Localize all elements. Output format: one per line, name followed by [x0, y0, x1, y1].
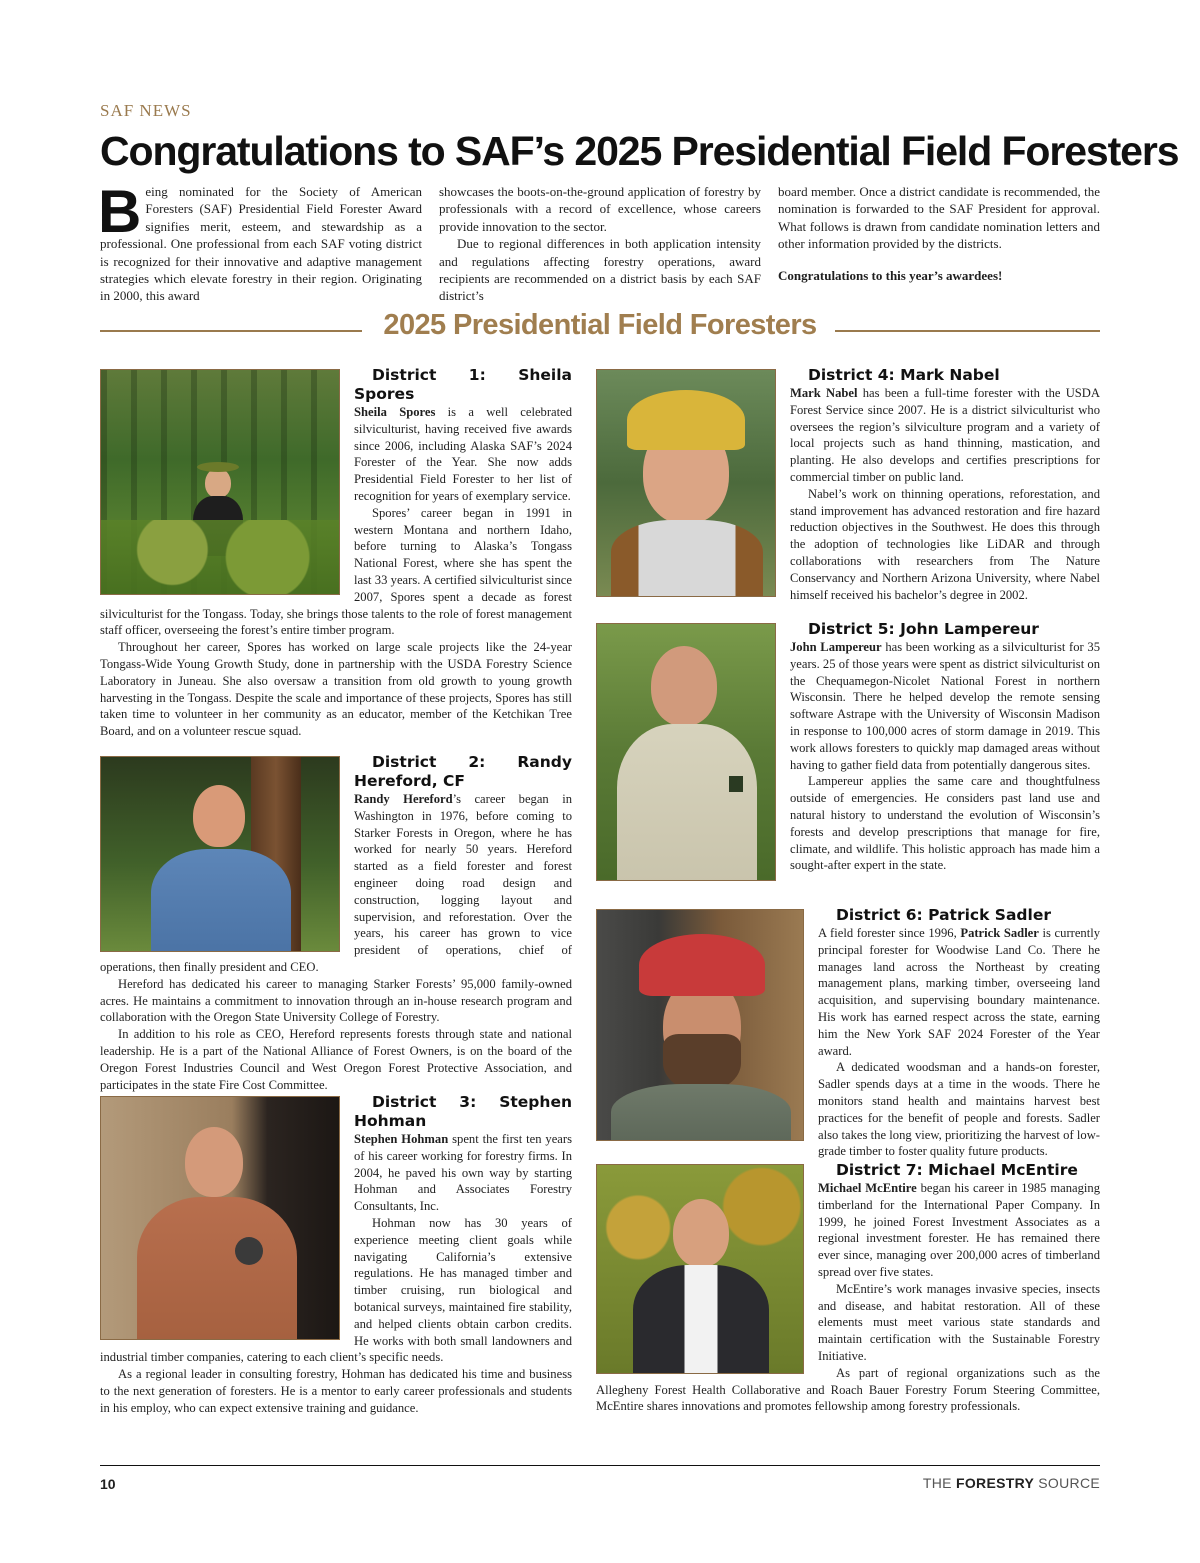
district-1-name: Sheila Spores [354, 405, 436, 419]
district-7-paragraph-1: began his career in 1985 managing timberland for the International Paper Company. In 1999, he joined Forest Investment Associates as a regional investment forester. He has remained there ever since, managing over 200,000 acres of timberland spread over five states. [818, 1181, 1100, 1279]
district-2-paragraph-2: Hereford has dedicated his career to managing Starker Forests’ 95,000 family-owned acres. He maintains a commitment to innovation through an in-house research program and collaboration with the Oregon State University College of Forestry. [100, 976, 572, 1025]
publication-name-pre: THE [922, 1475, 956, 1491]
intro-column-2 [439, 183, 761, 305]
photo-stephen-hohman [100, 1096, 340, 1340]
section-banner [100, 309, 1100, 349]
district-5-paragraph-1: has been working as a silviculturist for 35 years. 25 of those years were spent as district silviculturist on the Chequamegon-Nicolet National Forest in northern Wisconsin. There he helped develop the remote sensing software Astrape with the University of Wisconsin Madison in response to 100,000 acres of storm damage in 2019. This work allows foresters to quickly map damaged areas without having to gather field data from potentially dangerous sites. [790, 640, 1100, 772]
intro-column-1 [98, 178, 422, 305]
profile-district-4 [596, 366, 1100, 603]
profile-district-5 [596, 620, 1100, 885]
profile-district-3 [100, 1093, 572, 1417]
district-3-paragraph-3: As a regional leader in consulting forestry, Hohman has dedicated his time and business to the next generation of foresters. He is a mentor to early career professionals and students in his employ, who can expect extensive training and guidance. [100, 1367, 572, 1415]
publication-name-bold: FORESTRY [956, 1475, 1035, 1491]
district-3-name: Stephen Hohman [354, 1132, 449, 1146]
district-4-name: Mark Nabel [790, 386, 858, 400]
district-4-paragraph-1: has been a full-time forester with the USDA Forest Service since 2007. He is a district silviculturist who oversees the region’s silviculture program and a variety of local projects such as hand thinning, mastication, and planting. He also develops and certifies prescriptions for commercial timber on public land. [790, 386, 1100, 484]
district-6-heading: District 6: Patrick Sadler [836, 906, 1051, 924]
intro-paragraph-1: eing nominated for the Society of American Foresters (SAF) Presidential Field Forester Award signifies merit, esteem, and stewardship as a professional. One professional from each SAF voting district is recognized for their innovative and adaptive management strategies which elevate forestry in their region. Originating in 2000, this award [100, 184, 422, 304]
district-4-heading: District 4: Mark Nabel [808, 366, 1000, 384]
district-6-name: Patrick Sadler [960, 926, 1039, 940]
section-title: 2025 Presidential Field Foresters [383, 309, 817, 341]
district-4-paragraph-2: Nabel’s work on thinning operations, reforestation, and stand improvement has advanced restoration and fire hazard reduction objectives in the Southwest. He does this through the adoption of technologies like LiDAR and through collaborations with researchers from The Nature Conservancy and Northern Arizona University, where Nabel himself received his bachelor’s degree in 2002. [790, 486, 1100, 602]
section-kicker: SAF NEWS [100, 101, 192, 120]
intro-paragraph-3: Due to regional differences in both application intensity and regulations affecting forestry operations, award recipients are recommended on a district basis by each SAF district’s [439, 236, 761, 304]
page-headline: Congratulations to SAF’s 2025 Presidential Field Foresters [100, 128, 1179, 174]
district-5-heading: District 5: John Lampereur [808, 620, 1039, 638]
photo-randy-hereford [100, 756, 340, 952]
district-1-paragraph-2: Spores’ career began in 1991 in western Montana and northern Idaho, before turning to Alaska’s Tongass National Forest, where she has spent the last 33 years. A certified silviculturist since 2007, Spores spent a decade as forest silviculturist for the Tongass. Today, she brings those talents to the role of forest management staff officer, overseeing the forest’s entire timber program. [100, 505, 572, 638]
district-7-paragraph-2: McEntire’s work manages invasive species, insects and disease, and habitat restoration. All of these elements must meet various state standards and maintain certification with the Sustainable Forestry Initiative. [818, 1281, 1100, 1363]
district-5-paragraph-2: Lampereur applies the same care and thoughtfulness outside of emergencies. He considers past land use and natural history to understand the evolution of Wisconsin’s forests and develop prescriptions that manage for fire, climate, and wildlife. This holistic approach has made him a sought-after expert in the state. [790, 774, 1100, 873]
intro-paragraph-2: showcases the boots-on-the-ground application of forestry by professionals with a record of excellence, whose careers provide innovation to the sector. [439, 184, 761, 234]
footer-rule [100, 1465, 1100, 1466]
intro-column-3 [778, 183, 1100, 284]
photo-patrick-sadler [596, 909, 804, 1141]
photo-sheila-spores [100, 369, 340, 595]
intro-text [98, 178, 1100, 304]
profile-district-6 [596, 906, 1100, 1160]
photo-michael-mcentire [596, 1164, 804, 1374]
district-3-paragraph-1: spent the first ten years of his career working for forestry firms. In 2004, he paved his own way by starting Hohman and Associates Forestry Consultants, Inc. [354, 1132, 572, 1214]
banner-rule-right [835, 330, 1100, 332]
district-1-paragraph-3: Throughout her career, Spores has worked on large scale projects like the 24-year Tongass-Wide Young Growth Study, done in partnership with the USDA Forestry Science Laboratory in Juneau. She also oversaw a transition from old growth to young growth harvesting in the Tongass. Despite the scale and importance of these projects, Spores has still taken time to volunteer in her community as an educator, member of the Ketchikan Tree Board, and on a volunteer rescue squad. [100, 640, 572, 739]
district-7-heading: District 7: Michael McEntire [836, 1161, 1078, 1179]
district-6-paragraph-2: A dedicated woodsman and a hands-on forester, Sadler spends days at a time in the woods. There he monitors stand health and maintains harvest best practices for the benefit of people and forests. Sadler also takes the long view, prioritizing the harvest of low-grade timber to foster quality future products. [818, 1060, 1100, 1159]
profile-district-1 [100, 366, 572, 740]
district-3-heading: District 3: Stephen Hohman [354, 1093, 572, 1130]
district-3-paragraph-2: Hohman now has 30 years of experience meeting client goals while navigating California’s extensive regulations. He has managed timber and timber cruising, run biological and botanical surveys, maintained fire stability, and helped clients obtain carbon credits. He works with both small landowners and industrial timber companies, catering to each client’s specific needs. [100, 1215, 572, 1365]
district-6-paragraph-1-intro: A field forester since 1996, [818, 926, 961, 940]
district-7-paragraph-3: As part of regional organizations such as the Allegheny Forest Health Collaborative and Roach Bauer Forestry Forum Steering Committee, McEntire shares innovations and promotes fellowship among forestry professionals. [596, 1365, 1100, 1414]
publication-name-post: SOURCE [1034, 1475, 1100, 1491]
district-1-heading: District 1: Sheila Spores [354, 366, 572, 403]
profile-district-2 [100, 753, 572, 1093]
page-number: 10 [100, 1476, 116, 1492]
district-1-paragraph-1: is a well celebrated silviculturist, having received five awards since 2006, including Alaska SAF’s 2024 Forester of the Year. She now adds Presidential Field Forester to her list of recognition for years of exemplary service. [354, 405, 572, 503]
congrats-line: Congratulations to this year’s awardees! [778, 267, 1003, 283]
drop-cap: B [98, 178, 142, 245]
district-7-name: Michael McEntire [818, 1181, 917, 1195]
district-5-name: John Lampereur [790, 640, 882, 654]
profile-district-7 [596, 1161, 1100, 1415]
intro-paragraph-4: board member. Once a district candidate is recommended, the nomination is forwarded to the SAF President for approval. What follows is drawn from candidate nomination letters and other information provided by the districts. [778, 184, 1100, 252]
photo-mark-nabel [596, 369, 776, 597]
district-2-paragraph-1: ’s career began in Washington in 1976, before coming to Starker Forests in Oregon, where he has worked for nearly 50 years. Hereford started as a field forester and forest engineer doing road design and construction, logging layout and supervision, and reforestation. Over the years, his career has grown to vice president of operations, chief of operations, then finally president and CEO. [100, 792, 572, 974]
district-6-paragraph-1: is currently principal forester for Woodwise Land Co. There he manages land across the Northeast by creating management plans, marking timber, overseeing land acquisition, and supervising boundary maintenance. His work has earned respect across the state, earning him the New York SAF 2024 Forester of the Year award. [818, 926, 1101, 1058]
district-2-paragraph-3: In addition to his role as CEO, Hereford represents forests through state and national leadership. He is a part of the National Alliance of Forest Owners, is on the board of the Oregon Forest Industries Council and West Oregon Forest Protective Association, and participates in the state Fire Cost Committee. [100, 1027, 572, 1092]
district-2-name: Randy Hereford [354, 792, 453, 806]
publication-name [923, 1475, 1100, 1491]
photo-john-lampereur [596, 623, 776, 881]
district-2-heading: District 2: Randy Hereford, CF [354, 753, 572, 790]
